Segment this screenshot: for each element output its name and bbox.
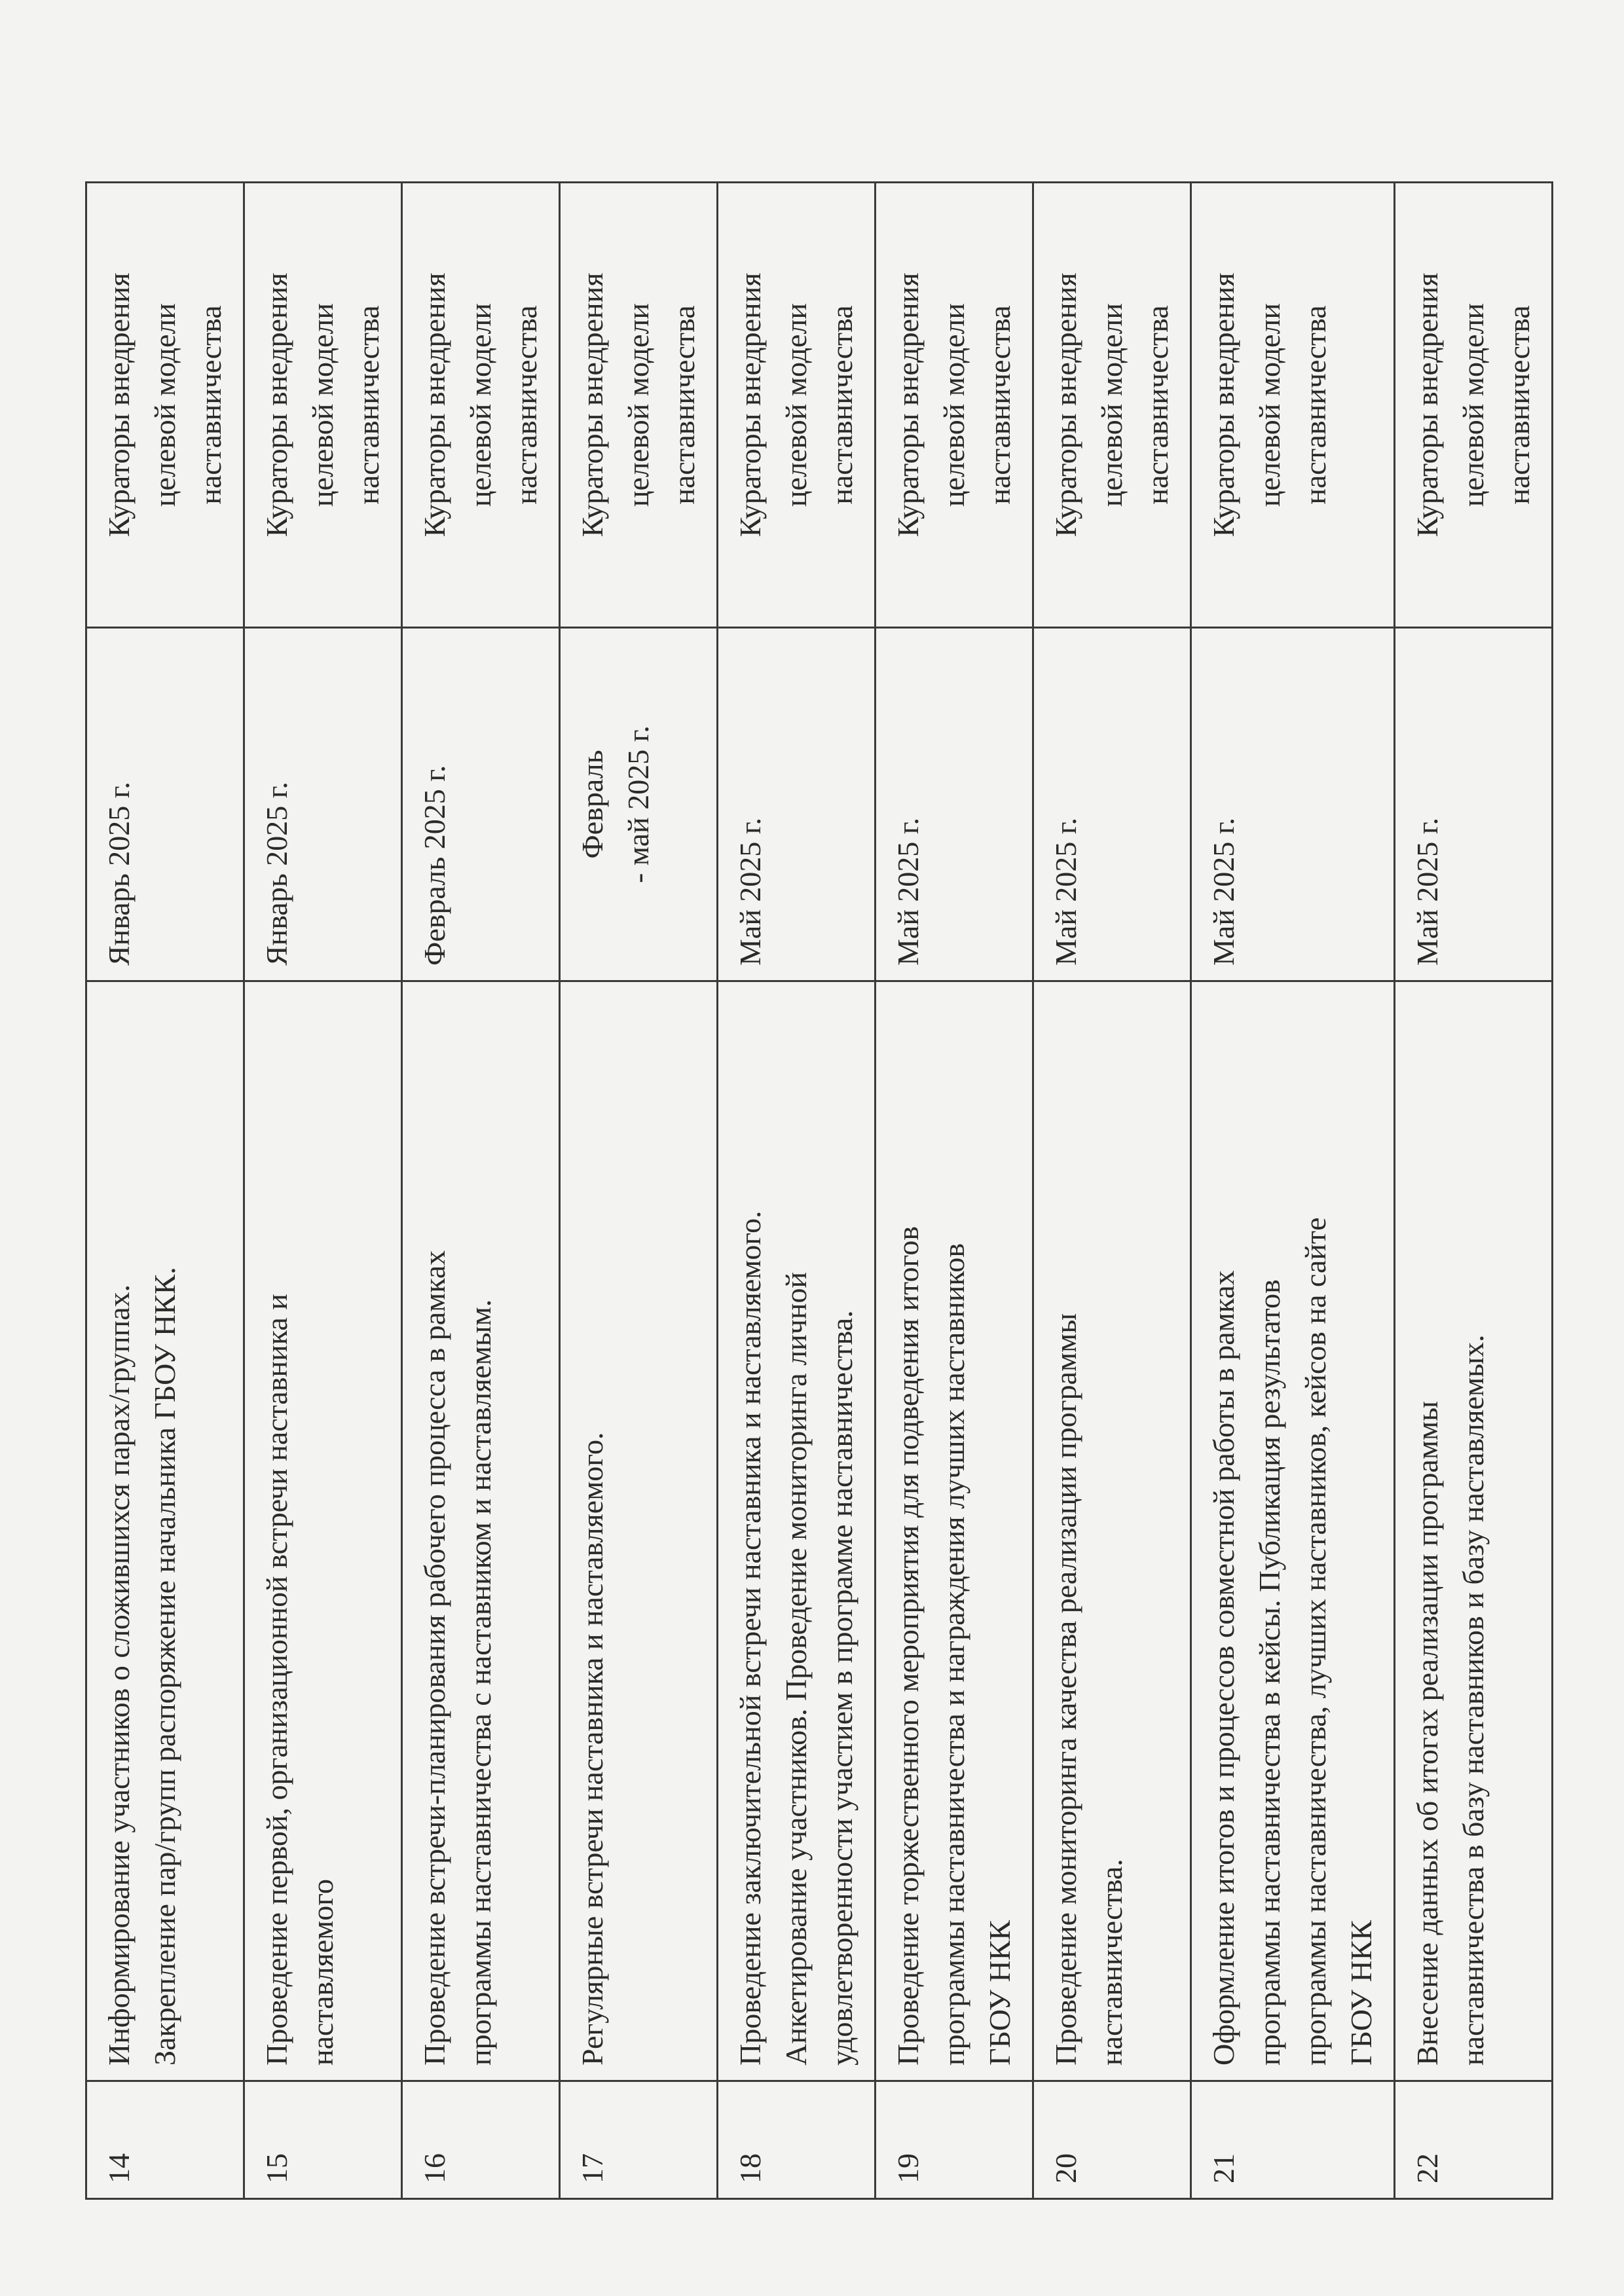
- date-cell: [1395, 628, 1553, 981]
- responsible-line: Кураторы внедрения: [260, 272, 293, 538]
- row-number: 22: [1395, 2081, 1553, 2199]
- date-cell: [718, 628, 876, 981]
- activity-line: Оформление итогов и процессов совместной работы в рамках: [1207, 1270, 1240, 2066]
- activity-line: программы наставничества с наставником и наставляемым.: [464, 1299, 497, 2066]
- responsible-cell: [1033, 183, 1191, 628]
- activity-line: Регулярные встречи наставника и наставляемого.: [576, 1432, 609, 2066]
- activity-line: Информирование участников о сложившихся парах/группах.: [102, 1284, 136, 2066]
- rotated-table-wrapper: [85, 183, 1536, 2200]
- activity-line: наставничества в базу наставников и базу наставляемых.: [1456, 1334, 1490, 2066]
- responsible-cell: [560, 183, 718, 628]
- responsible-line: Кураторы внедрения: [733, 272, 767, 538]
- row-number: 16: [402, 2081, 560, 2199]
- date-line: Февраль: [576, 750, 609, 859]
- activity-line: программы наставничества, лучших наставников, кейсов на сайте: [1299, 1217, 1332, 2066]
- responsible-line: целевой модели: [1253, 302, 1286, 507]
- activity-cell: [876, 981, 1033, 2081]
- responsible-cell: [244, 183, 402, 628]
- mentoring-plan-table: [85, 181, 1553, 2200]
- activity-line: Анкетирование участников. Проведение мониторинга личной: [779, 1271, 813, 2066]
- responsible-line: наставничества: [983, 305, 1016, 505]
- responsible-line: наставничества: [509, 305, 543, 505]
- date-line: Январь 2025 г.: [102, 782, 136, 966]
- responsible-line: Кураторы внедрения: [1207, 272, 1240, 538]
- activity-line: Закрепление пар/групп распоряжение начальника ГБОУ НКК.: [148, 1267, 181, 2066]
- activity-cell: [560, 981, 718, 2081]
- date-cell: [402, 628, 560, 981]
- responsible-line: целевой модели: [1456, 302, 1490, 507]
- activity-line: Проведение заключительной встречи наставника и наставляемого.: [733, 1211, 767, 2066]
- table-row: [1191, 183, 1395, 2199]
- table-row: [876, 183, 1033, 2199]
- responsible-line: наставничества: [1502, 305, 1536, 505]
- date-cell: [876, 628, 1033, 981]
- responsible-line: Кураторы внедрения: [1411, 272, 1444, 538]
- responsible-cell: [876, 183, 1033, 628]
- activity-line: наставничества.: [1095, 1859, 1128, 2066]
- responsible-line: наставничества: [1141, 305, 1174, 505]
- table-row: [560, 183, 718, 2199]
- date-cell: [244, 628, 402, 981]
- row-number: 17: [560, 2081, 718, 2199]
- activity-cell: [1033, 981, 1191, 2081]
- activity-cell: [86, 981, 244, 2081]
- table-row: [1033, 183, 1191, 2199]
- activity-line: ГБОУ НКК: [983, 1920, 1016, 2066]
- activity-cell: [718, 981, 876, 2081]
- responsible-line: целевой модели: [937, 302, 970, 507]
- activity-line: Проведение торжественного мероприятия для подведения итогов: [891, 1226, 925, 2066]
- date-line: - май 2025 г.: [621, 725, 655, 883]
- activity-cell: [402, 981, 560, 2081]
- row-number: 14: [86, 2081, 244, 2199]
- date-line: Май 2025 г.: [891, 817, 925, 966]
- responsible-line: целевой модели: [306, 302, 339, 507]
- activity-line: Проведение встречи-планирования рабочего процесса в рамках: [418, 1250, 451, 2066]
- activity-line: программы наставничества в кейсы. Публикация результатов: [1253, 1279, 1286, 2066]
- table-row: [1395, 183, 1553, 2199]
- date-cell: [560, 628, 718, 981]
- responsible-line: Кураторы внедрения: [418, 272, 451, 538]
- responsible-line: Кураторы внедрения: [576, 272, 609, 538]
- date-line: Февраль 2025 г.: [418, 765, 451, 966]
- date-cell: [86, 628, 244, 981]
- row-number: 19: [876, 2081, 1033, 2199]
- activity-line: удовлетворенности участием в программе наставничества.: [825, 1310, 858, 2066]
- activity-line: Проведение мониторинга качества реализации программы: [1049, 1313, 1082, 2066]
- date-line: Январь 2025 г.: [260, 782, 293, 966]
- activity-cell: [244, 981, 402, 2081]
- responsible-line: наставничества: [352, 305, 385, 505]
- responsible-cell: [402, 183, 560, 628]
- activity-line: наставляемого: [306, 1878, 339, 2066]
- responsible-line: Кураторы внедрения: [891, 272, 925, 538]
- date-cell: [1033, 628, 1191, 981]
- activity-cell: [1395, 981, 1553, 2081]
- responsible-line: Кураторы внедрения: [1049, 272, 1082, 538]
- date-line: Май 2025 г.: [733, 817, 767, 966]
- responsible-cell: [1395, 183, 1553, 628]
- row-number: 18: [718, 2081, 876, 2199]
- activity-line: Внесение данных об итогах реализации программы: [1411, 1400, 1444, 2066]
- row-number: 21: [1191, 2081, 1395, 2199]
- table-row: [718, 183, 876, 2199]
- activity-line: Проведение первой, организационной встречи наставника и: [260, 1294, 293, 2066]
- responsible-line: целевой модели: [148, 302, 181, 507]
- responsible-line: наставничества: [667, 305, 701, 505]
- table-row: [86, 183, 244, 2199]
- responsible-line: целевой модели: [464, 302, 497, 507]
- activity-line: ГБОУ НКК: [1344, 1920, 1378, 2066]
- table-row: [402, 183, 560, 2199]
- date-line: Май 2025 г.: [1411, 817, 1444, 966]
- responsible-line: наставничества: [194, 305, 227, 505]
- responsible-line: целевой модели: [779, 302, 813, 507]
- row-number: 20: [1033, 2081, 1191, 2199]
- responsible-line: наставничества: [1299, 305, 1332, 505]
- responsible-line: целевой модели: [1095, 302, 1128, 507]
- responsible-line: Кураторы внедрения: [102, 272, 136, 538]
- date-cell: [1191, 628, 1395, 981]
- responsible-line: наставничества: [825, 305, 858, 505]
- row-number: 15: [244, 2081, 402, 2199]
- table-row: [244, 183, 402, 2199]
- date-line: Май 2025 г.: [1049, 817, 1082, 966]
- responsible-cell: [1191, 183, 1395, 628]
- responsible-line: целевой модели: [621, 302, 655, 507]
- activity-line: программы наставничества и награждения лучших наставников: [937, 1243, 970, 2066]
- activity-cell: [1191, 981, 1395, 2081]
- responsible-cell: [86, 183, 244, 628]
- date-line: Май 2025 г.: [1207, 817, 1240, 966]
- responsible-cell: [718, 183, 876, 628]
